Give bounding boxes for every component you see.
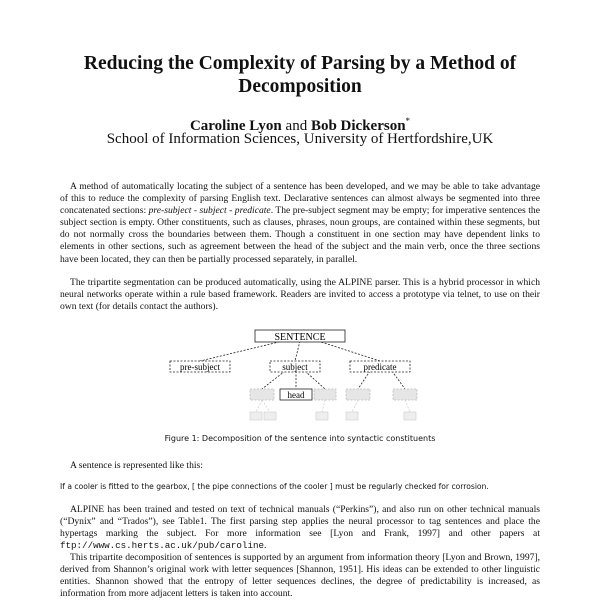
body-paragraph-4 (60, 552, 540, 600)
edge-subject-left (262, 371, 285, 389)
node-placeholder (316, 412, 328, 420)
title-line-1: Reducing the Complexity of Parsing by a Method of (83, 53, 517, 74)
body-text-represented (60, 460, 540, 472)
text-run: The tripartite segmentation can be produced automatically, using the ALPINE parser. This is a hybrid processor in which neural networks operate within a rule based framework. Readers are invited to access a prototype via telnet, to use on their own text (for details contact the authors). (60, 277, 540, 313)
edge-faint (322, 400, 325, 412)
ftp-url: ftp://www.cs.herts.ac.uk/pub/caroline (60, 540, 264, 552)
figure-caption: Figure 1: Decomposition of the sentence into syntactic constituents (164, 434, 436, 443)
edge-predicate-left (358, 371, 370, 389)
body-paragraph-3 (60, 504, 540, 552)
node-sentence: SENTENCE (274, 332, 326, 343)
text-run: A method of automatically locating the subject of a sentence has been developed, and we may be able to take advantage of this to reduce the complexity of parsing English text. Declarative sentences can almost always be segmented into three concatenated sections: (60, 181, 540, 217)
title-line-2: Decomposition (238, 76, 362, 97)
edge-faint (352, 400, 358, 412)
node-placeholder (250, 412, 262, 420)
footnote-mark: * (405, 116, 411, 126)
text-run: . The pre-subject segment may be empty; for imperative sentences the subject section is empty. Other constituents, such as clauses, phrases, noun groups, are contained within these segments, but do not normally cross the boundaries between them. Though a constituent in one section may have dependent links to elements in other sections, such as agreement between the head of the subject and the main verb, once the three sections have been located, they can then be partially processed separately, in parallel. (60, 205, 540, 265)
node-presubject: pre-subject (180, 362, 220, 372)
edge-faint (262, 400, 270, 412)
edge-faint (405, 400, 410, 412)
node-head: head (287, 390, 305, 400)
author-conjunction: and (285, 118, 308, 134)
node-placeholder (250, 389, 274, 400)
emphasis-text: pre-subject - subject - predicate (148, 205, 271, 217)
text-run: This tripartite decomposition of sentences is supported by an argument from information theory [Lyon and Brown, 1997], derived from Shannon’s original work with letter sequences [Shannon, 1951]. His ideas can be extended to other linguistic entities. Shannon showed that the entropy of letter sequences declines, the degree of predictability is increased, as information from more adjacent letters is taken into account. (60, 552, 540, 600)
node-placeholder (314, 389, 336, 400)
node-placeholder (404, 412, 416, 420)
node-placeholder (346, 389, 370, 400)
text-run: A sentence is represented like this: (70, 460, 203, 471)
example-sentence: If a cooler is fitted to the gearbox, [ the pipe connections of the cooler ] must be regularly checked for corrosion. (60, 482, 489, 491)
edge-root-subject (295, 341, 300, 361)
node-placeholder (346, 412, 358, 420)
text-run: . (264, 540, 267, 552)
node-placeholder (393, 389, 417, 400)
node-predicate: predicate (363, 362, 397, 372)
node-placeholder (264, 412, 276, 420)
author-name: Caroline Lyon (189, 118, 282, 134)
affiliation: School of Information Sciences, University of Hertfordshire,UK (106, 131, 494, 147)
faint-edges (256, 400, 410, 412)
node-subject: subject (282, 362, 308, 372)
edge-faint (256, 400, 262, 412)
edge-predicate-right (392, 371, 405, 389)
text-run: ALPINE has been trained and tested on text of technical manuals (“Perkins”), and also run on other technical manuals (“Dynix” and “Trados”), see Table1. The first parsing step applies the neural processor to tag sentences and place the hypertags marking the subject. For more information see [Lyon and Frank, 1997] and other papers at (60, 504, 540, 540)
author-name: Bob Dickerson (310, 118, 406, 134)
edge-root-presubject (200, 341, 283, 361)
edge-root-predicate (318, 341, 380, 361)
edge-subject-right (305, 371, 325, 389)
